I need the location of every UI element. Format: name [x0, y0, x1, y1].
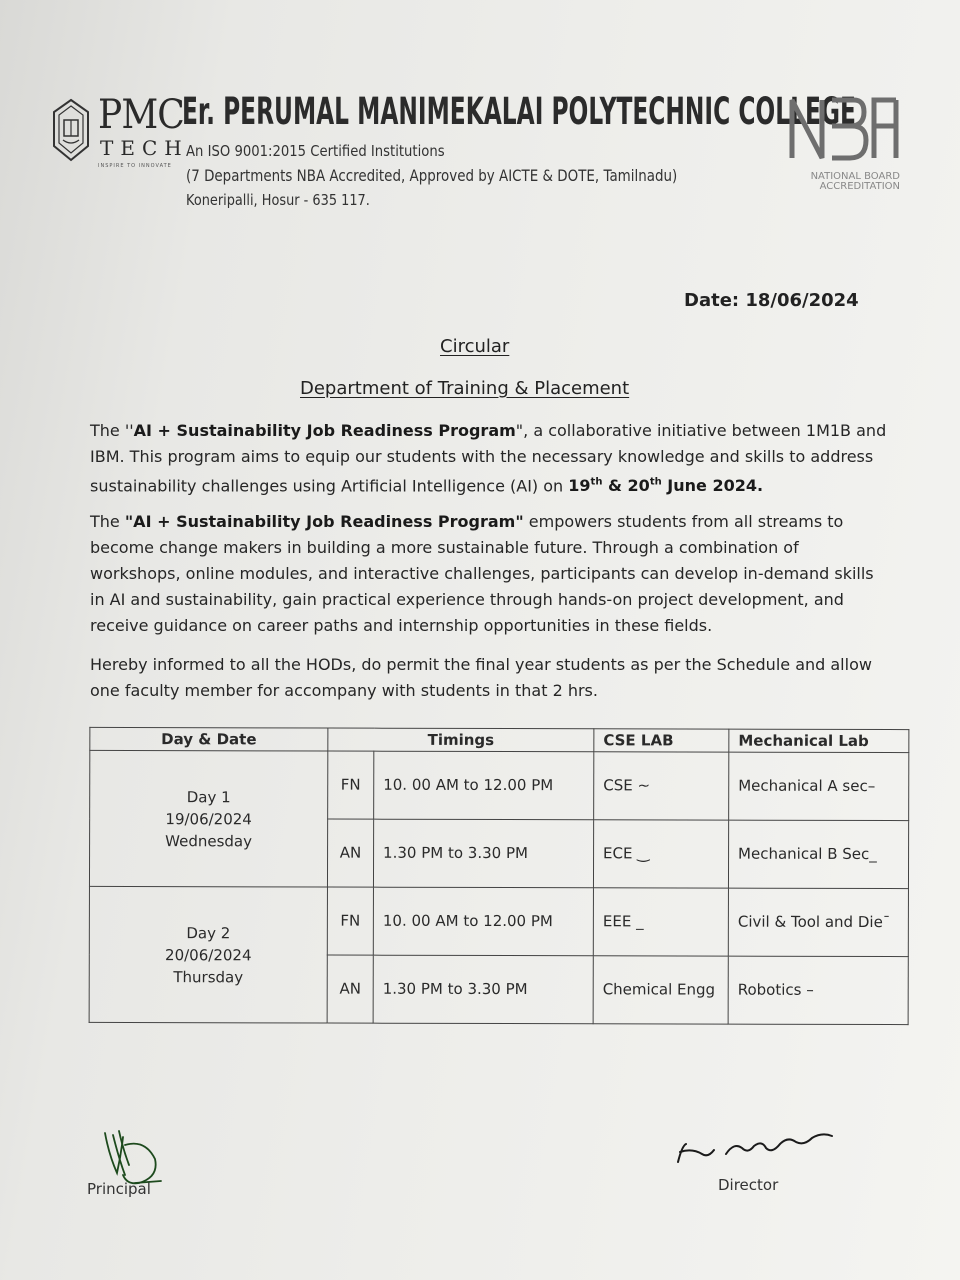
table-row — [90, 750, 909, 820]
program-dates — [568, 476, 763, 495]
mech-lab-cell: Robotics – — [728, 956, 908, 1024]
cse-lab-value: ECE — [603, 844, 633, 863]
para1-c: ", a collaborative initiative between 1M1B and IBM. This program aims to equip our students with the necessary knowledge and skills to address sustainability challenges using Artificial Intelligence (AI) on — [90, 421, 887, 496]
college-name: Er. PERUMAL MANIMEKALAI POLYTECHNIC COLLEGE — [182, 90, 856, 133]
mech-lab-cell: Mechanical B Sec_ — [728, 820, 908, 888]
date-day1-sup: th — [590, 477, 603, 488]
nba-logo-icon — [788, 92, 900, 164]
nba-caption-line1: NATIONAL BOARD — [810, 171, 900, 182]
header-mechanical-lab: Mechanical Lab — [729, 729, 909, 752]
iso-line: An ISO 9001:2015 Certified Institutions — [186, 142, 445, 160]
para2-c: empowers students from all streams to become change makers in building a more sustainable future. Through a combination of workshops, online modules, and interactive challenges, participants can develop in-demand skills in AI and sustainability, gain practical experience through hands-on project development, and receive guidance on career paths and internship opportunities in these fields. — [90, 512, 874, 635]
cse-lab-value: CSE — [603, 776, 633, 795]
department-subtitle: Department of Training & Placement — [300, 378, 630, 399]
cse-lab-cell: Chemical Engg — [593, 956, 728, 1024]
date-day2: & 20 — [602, 476, 650, 496]
director-label: Director — [718, 1176, 779, 1194]
mech-lab-cell: Mechanical A sec– — [729, 752, 909, 820]
header-cse-lab: CSE LAB — [594, 729, 729, 752]
day1-date: 19/06/2024 — [165, 809, 252, 828]
program-name-quoted: "AI + Sustainability Job Readiness Program" — [124, 512, 524, 531]
day1-weekday: Wednesday — [165, 831, 253, 850]
schedule-table — [89, 727, 910, 1025]
nba-caption — [788, 172, 900, 192]
table-row — [89, 886, 908, 956]
cse-lab-value: EEE — [602, 912, 632, 931]
mech-lab-value: Mechanical A sec — [738, 776, 868, 795]
day1-label: Day 1 — [186, 787, 231, 806]
principal-label: Principal — [87, 1180, 151, 1198]
session-cell: AN — [327, 819, 373, 887]
mech-lab-value: Mechanical B Sec — [738, 844, 870, 863]
date-month: June 2024. — [661, 476, 764, 496]
cse-lab-cell: EEE _ — [593, 888, 728, 956]
instruction-paragraph: Hereby informed to all the HODs, do permit the final year students as per the Schedule and allow one faculty member for accompany with students in that 2 hrs. — [90, 655, 872, 700]
cse-lab-cell: CSE ~ — [594, 752, 729, 820]
accreditation-line: (7 Departments NBA Accredited, Approved by AICTE & DOTE, Tamilnadu) — [186, 166, 678, 185]
program-paragraph — [90, 509, 890, 639]
day1-cell — [89, 750, 327, 887]
time-cell: 10. 00 AM to 12.00 PM — [373, 887, 593, 956]
logo-text-pmc: PMC — [98, 92, 184, 138]
table-header-row — [90, 727, 909, 752]
session-cell: FN — [327, 887, 373, 955]
circular-title: Circular — [440, 336, 510, 357]
mech-lab-value: Civil & Tool and Die — [737, 912, 883, 932]
header-timings: Timings — [328, 728, 594, 752]
college-emblem-icon — [52, 98, 90, 162]
logo-tagline: INSPIRE TO INNOVATE — [98, 163, 172, 169]
cse-lab-cell: ECE ‿ — [593, 820, 728, 888]
date-day2-sup: th — [649, 477, 662, 488]
mech-lab-cell: Civil & Tool and Die¯ — [728, 888, 908, 956]
program-name: AI + Sustainability Job Readiness Program — [133, 421, 516, 440]
time-cell: 10. 00 AM to 12.00 PM — [374, 751, 594, 820]
day2-cell — [89, 886, 327, 1023]
circular-date: Date: 18/06/2024 — [684, 290, 859, 311]
para2-a: The — [90, 512, 125, 531]
session-cell: FN — [328, 751, 374, 819]
day2-label: Day 2 — [186, 923, 231, 942]
address-line: Koneripalli, Hosur - 635 117. — [186, 191, 370, 209]
nba-caption-line2: ACCREDITATION — [819, 181, 900, 192]
date-day1: 19 — [568, 476, 591, 496]
session-cell: AN — [327, 955, 373, 1023]
para1-a: The '' — [90, 421, 134, 440]
intro-paragraph — [90, 418, 890, 499]
mech-lab-value: Robotics — [737, 980, 802, 999]
director-signature-icon — [672, 1124, 842, 1166]
time-cell: 1.30 PM to 3.30 PM — [373, 819, 593, 888]
day2-weekday: Thursday — [173, 967, 244, 986]
logo-text-tech: TECH — [100, 136, 189, 160]
header-day-date: Day & Date — [90, 727, 328, 751]
time-cell: 1.30 PM to 3.30 PM — [373, 955, 593, 1024]
day2-date: 20/06/2024 — [165, 945, 252, 964]
